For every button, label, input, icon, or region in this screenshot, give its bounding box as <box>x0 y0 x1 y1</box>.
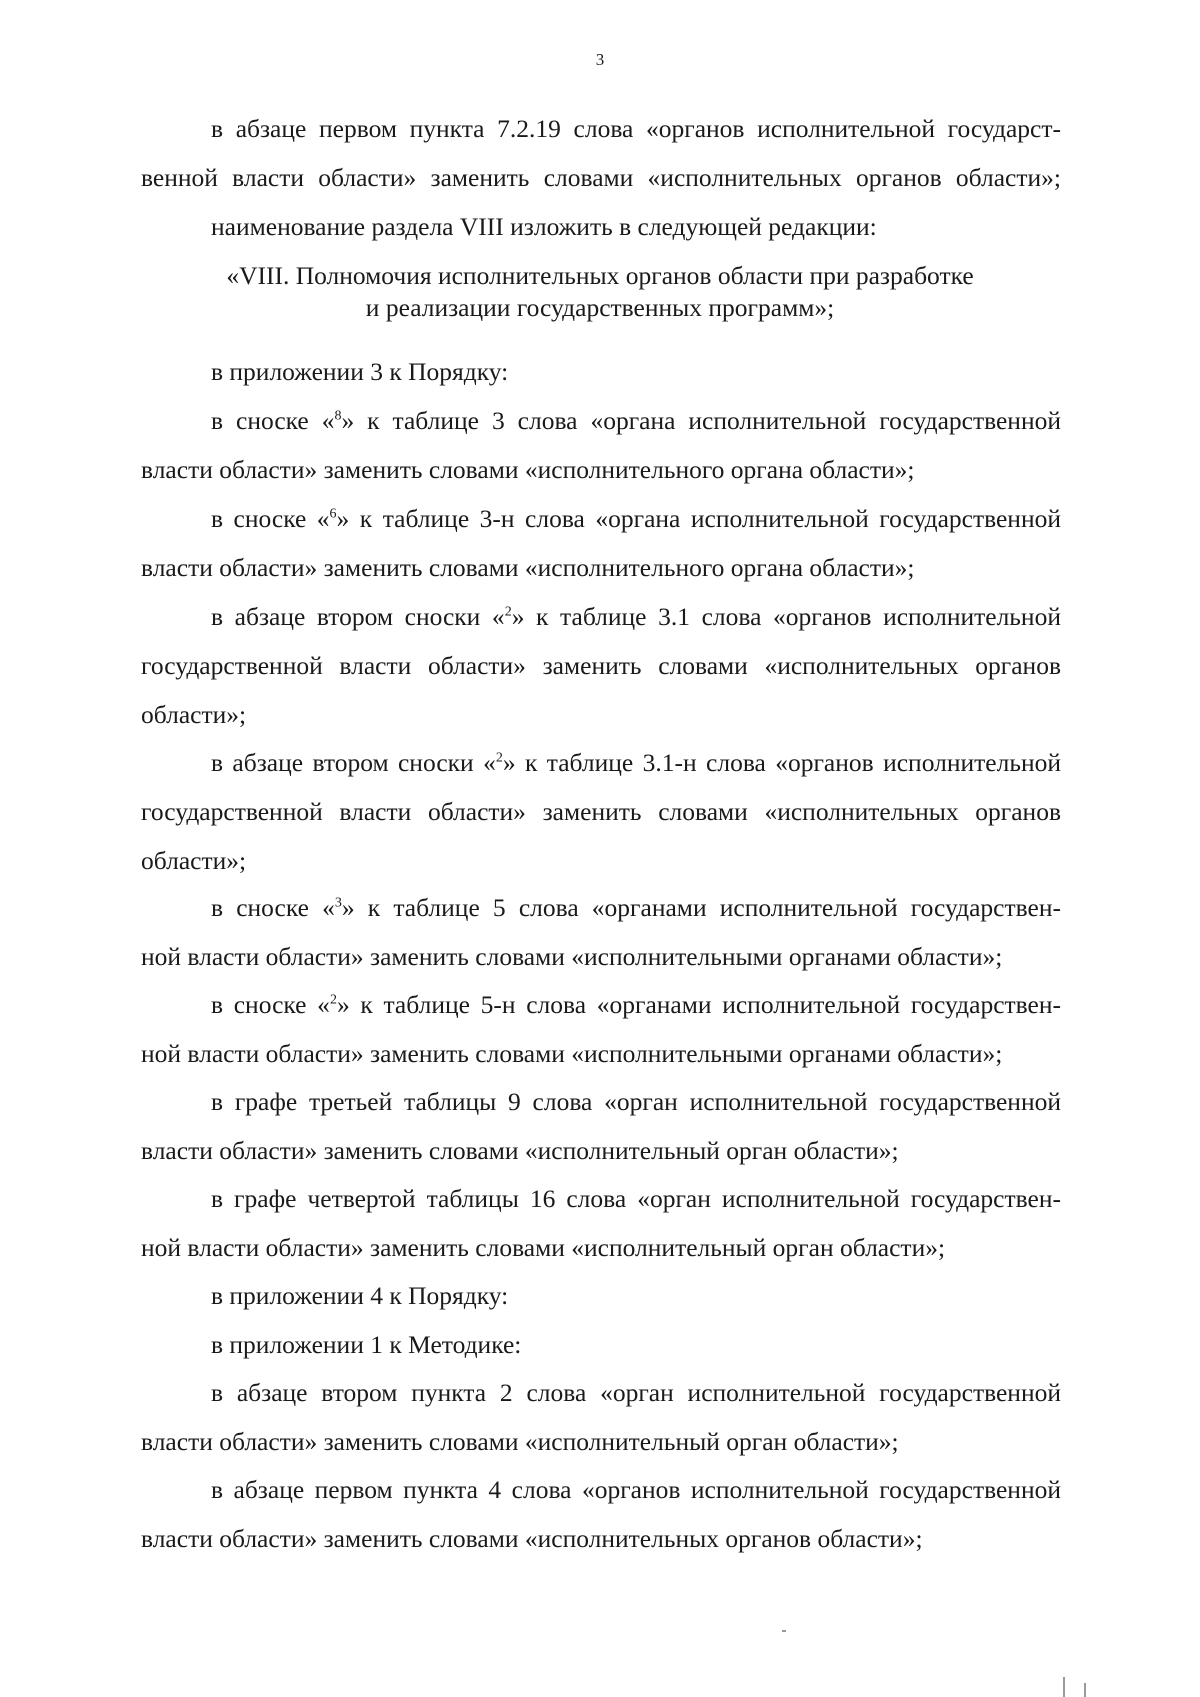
text-line: власти области» заменить словами «исполнительный орган области»; <box>141 1427 899 1456</box>
text-line: власти области» заменить словами «исполнительного органа области»; <box>141 553 915 582</box>
scan-artifact <box>1063 1677 1065 1697</box>
section-heading-line-1: «VIII. Полномочия исполнительных органов области при разработке <box>226 261 974 290</box>
text-line: в сноске «$^8$» к таблице 3 слова «органа исполнительной государственной <box>211 406 1061 435</box>
text-line: в сноске «$^2$» к таблице 5-н слова «органами исполнительной государствен- <box>211 990 1062 1019</box>
text-line: в абзаце первом пункта 4 слова «органов исполнительной государственной <box>211 1475 1061 1504</box>
text-line: ной власти области» заменить словами «исполнительными органами области»; <box>141 1039 1003 1068</box>
text-line: власти области» заменить словами «исполнительный орган области»; <box>141 1136 899 1165</box>
text-line: ной власти области» заменить словами «исполнительный орган области»; <box>141 1233 946 1262</box>
section-heading-line-2: и реализации государственных программ»; <box>365 293 835 322</box>
footnote-marker: 2 <box>329 992 337 1008</box>
text-line: в приложении 4 к Порядку: <box>211 1281 509 1310</box>
text-line: в графе третьей таблицы 9 слова «орган исполнительной государственной <box>211 1087 1061 1116</box>
footnote-marker: 2 <box>495 750 503 766</box>
text-line: государственной власти области» заменить словами «исполнительных органов <box>141 651 1061 680</box>
text-line: власти области» заменить словами «исполнительного органа области»; <box>141 455 915 484</box>
text-line: в абзаце втором сноски «$^2$» к таблице 3.1-н слова «органов исполнительной <box>211 748 1061 777</box>
text-line: в графе четвертой таблицы 16 слова «орган исполнительной государствен- <box>211 1184 1061 1213</box>
text-line: в абзаце втором пункта 2 слова «орган исполнительной государственной <box>211 1378 1061 1407</box>
text-line: области»; <box>141 700 247 729</box>
scan-artifact <box>1084 1683 1086 1697</box>
text-line: государственной власти области» заменить словами «исполнительных органов <box>141 797 1061 826</box>
text-line: в абзаце первом пункта 7.2.19 слова «органов исполнительной государст- <box>211 114 1061 143</box>
footnote-marker: 3 <box>334 895 342 911</box>
text-line: в сноске «$^6$» к таблице 3-н слова «органа исполнительной государственной <box>211 504 1061 533</box>
text-line: власти области» заменить словами «исполнительных органов области»; <box>141 1524 923 1553</box>
text-line: в абзаце втором сноски «$^2$» к таблице 3.1 слова «органов исполнительной <box>211 602 1061 631</box>
page-number: 3 <box>595 50 605 69</box>
text-line: ной власти области» заменить словами «исполнительными органами области»; <box>141 942 1003 971</box>
text-line: области»; <box>141 846 247 875</box>
footnote-marker: 6 <box>329 506 337 522</box>
scan-artifact <box>782 1630 786 1632</box>
text-line: наименование раздела VIII изложить в следующей редакции: <box>211 212 877 241</box>
text-line: в приложении 1 к Методике: <box>211 1330 522 1359</box>
text-line: венной власти области» заменить словами «исполнительных органов области»; <box>141 163 1061 192</box>
footnote-marker: 8 <box>334 408 342 424</box>
text-line: в сноске «$^3$» к таблице 5 слова «органами исполнительной государствен- <box>211 893 1061 922</box>
text-line: в приложении 3 к Порядку: <box>211 357 509 386</box>
footnote-marker: 2 <box>504 604 512 620</box>
